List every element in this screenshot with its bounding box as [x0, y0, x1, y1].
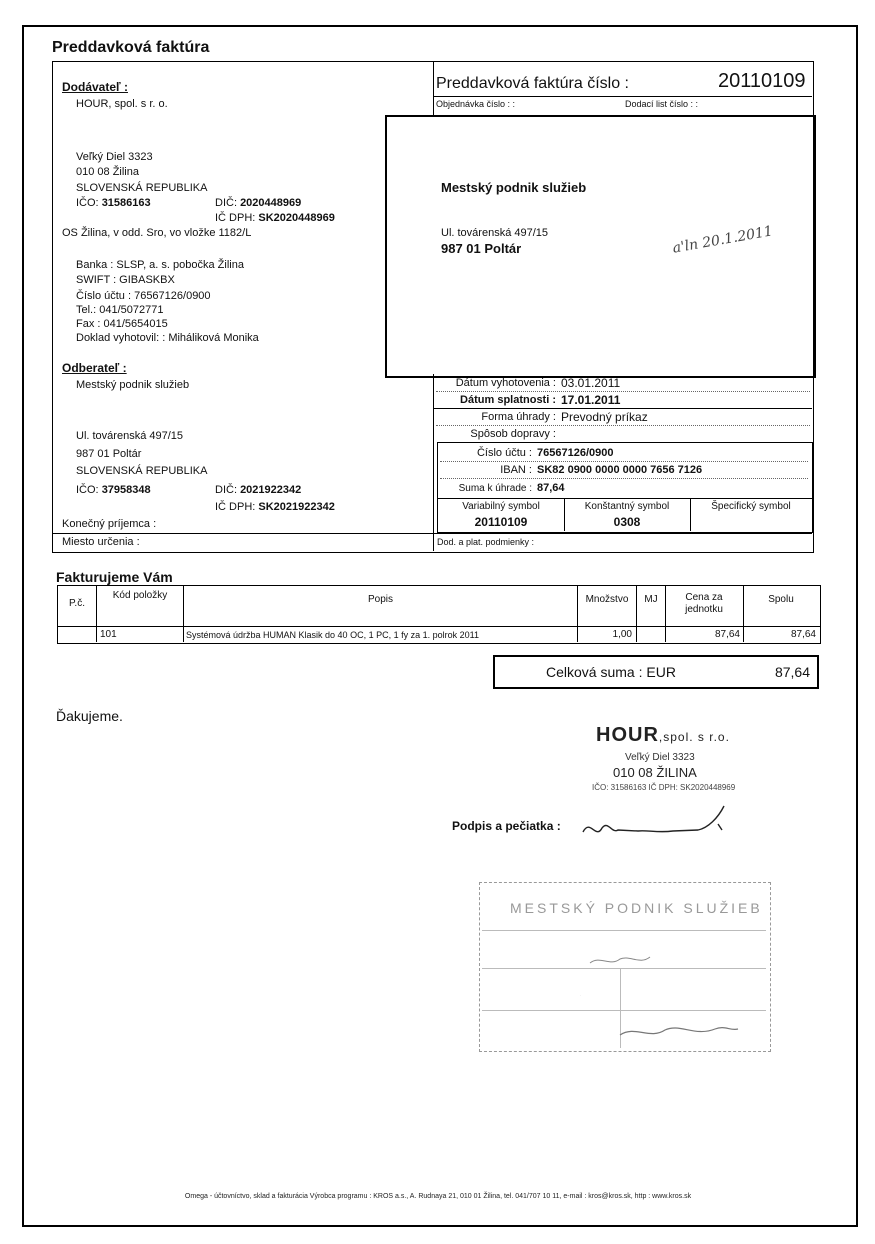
payment-account-label: Číslo účtu : — [476, 447, 532, 459]
signature-scribble — [578, 800, 728, 845]
supplier-tel: Tel.: 041/5072771 — [76, 304, 164, 316]
stamp-company: HOUR,spol. s r.o. — [596, 724, 730, 746]
conditions-label: Dod. a plat. podmienky : — [437, 537, 535, 547]
col-unit-price: Cena za jednotku — [685, 592, 723, 615]
customer-name: Mestský podnik služieb — [76, 379, 190, 391]
supplier-bank: Banka : SLSP, a. s. pobočka Žilina — [76, 259, 244, 271]
received-stamp-scribbles — [580, 945, 760, 1050]
handwritten-note: a'ln 20.1.2011 — [671, 223, 775, 257]
supplier-street: Veľký Diel 3323 — [76, 151, 153, 163]
item-total: 87,64 — [790, 629, 816, 640]
customer-ico: IČO: 37958348 — [76, 484, 151, 496]
col-description: Popis — [367, 594, 393, 605]
col-pc: P.č. — [69, 598, 85, 609]
customer-icdph: IČ DPH: SK2021922342 — [215, 501, 335, 513]
item-quantity: 1,00 — [612, 629, 632, 640]
delivery-note-label: Dodací list číslo : : — [625, 99, 699, 109]
total-label: Celková suma : EUR — [546, 664, 676, 680]
supplier-fax: Fax : 041/5654015 — [76, 318, 168, 330]
invoice-number: 20110109 — [718, 70, 806, 92]
customer-city: 987 01 Poltár — [76, 448, 142, 460]
col-unit: MJ — [644, 594, 658, 605]
recipient-city: 987 01 Poltár — [441, 241, 522, 256]
due-date-label: Dátum splatnosti : — [460, 394, 556, 406]
iban-label: IBAN : — [500, 464, 532, 476]
payment-account: 76567126/0900 — [537, 447, 614, 459]
supplier-issued-by: Doklad vyhotovil: : Miháliková Monika — [76, 332, 259, 344]
signature-label: Podpis a pečiatka : — [452, 819, 561, 833]
col-code: Kód položky — [112, 590, 168, 601]
item-description: Systémová údržba HUMAN Klasik do 40 OC, 1 PC, 1 fy za 1. polrok 2011 — [186, 630, 479, 640]
due-date: 17.01.2011 — [561, 393, 621, 407]
payment-form: Prevodný príkaz — [561, 410, 648, 424]
document-title: Preddavková faktúra — [52, 39, 210, 56]
constant-symbol: 0308 — [613, 515, 641, 529]
payment-form-label: Forma úhrady : — [481, 411, 556, 423]
customer-dic: DIČ: 2021922342 — [215, 484, 302, 496]
customer-street: Ul. továrenská 497/15 — [76, 430, 184, 442]
items-heading: Fakturujeme Vám — [56, 569, 173, 585]
final-recipient-label: Konečný príjemca : — [62, 518, 157, 530]
supplier-registry: OS Žilina, v odd. Sro, vo vložke 1182/L — [62, 227, 252, 239]
issue-date: 03.01.2011 — [561, 376, 621, 390]
received-stamp-text: MESTSKÝ PODNIK SLUŽIEB — [510, 900, 763, 916]
supplier-country: SLOVENSKÁ REPUBLIKA — [76, 182, 208, 194]
transport-label: Spôsob dopravy : — [470, 428, 556, 440]
order-number-label: Objednávka číslo : : — [436, 99, 516, 109]
customer-heading: Odberateľ : — [62, 361, 127, 375]
supplier-name: HOUR, spol. s r. o. — [76, 98, 168, 110]
supplier-dic: DIČ: 2020448969 — [215, 197, 302, 209]
supplier-account: Číslo účtu : 76567126/0900 — [76, 290, 211, 302]
iban-value: SK82 0900 0000 0000 7656 7126 — [537, 464, 703, 476]
variable-symbol: 20110109 — [474, 515, 528, 529]
invoice-number-label: Preddavková faktúra číslo : — [436, 75, 629, 92]
total-value: 87,64 — [774, 664, 810, 680]
variable-symbol-label: Variabilný symbol — [462, 501, 540, 512]
recipient-street: Ul. továrenská 497/15 — [441, 227, 549, 239]
supplier-icdph: IČ DPH: SK2020448969 — [215, 212, 335, 224]
footer-text: Omega - účtovníctvo, sklad a fakturácia Výrobca programu : KROS a.s., A. Rudnaya 21, 010 01 Žilina, tel. 041/707 10 11, e-mail : kros@kros.sk, http : www.kros.sk — [184, 1193, 692, 1200]
destination-label: Miesto určenia : — [62, 536, 140, 548]
item-code: 101 — [100, 629, 117, 640]
col-total: Spolu — [768, 594, 794, 605]
supplier-swift: SWIFT : GIBASKBX — [76, 274, 175, 286]
issue-date-label: Dátum vyhotovenia : — [455, 377, 556, 389]
constant-symbol-label: Konštantný symbol — [584, 501, 670, 512]
amount-due: 87,64 — [537, 482, 565, 494]
specific-symbol-label: Špecifický symbol — [711, 501, 791, 512]
stamp-city: 010 08 ŽILINA — [613, 765, 697, 780]
stamp-street: Veľký Diel 3323 — [625, 752, 695, 763]
recipient-name: Mestský podnik služieb — [441, 180, 587, 195]
supplier-city: 010 08 Žilina — [76, 166, 139, 178]
item-unit-price: 87,64 — [714, 629, 740, 640]
supplier-heading: Dodávateľ : — [62, 80, 128, 94]
thanks-text: Ďakujeme. — [56, 708, 123, 724]
supplier-ico: IČO: 31586163 — [76, 197, 151, 209]
amount-due-label: Suma k úhrade : — [458, 483, 532, 494]
customer-country: SLOVENSKÁ REPUBLIKA — [76, 465, 208, 477]
col-quantity: Množstvo — [585, 594, 629, 605]
stamp-ids: IČO: 31586163 IČ DPH: SK2020448969 — [592, 783, 736, 792]
